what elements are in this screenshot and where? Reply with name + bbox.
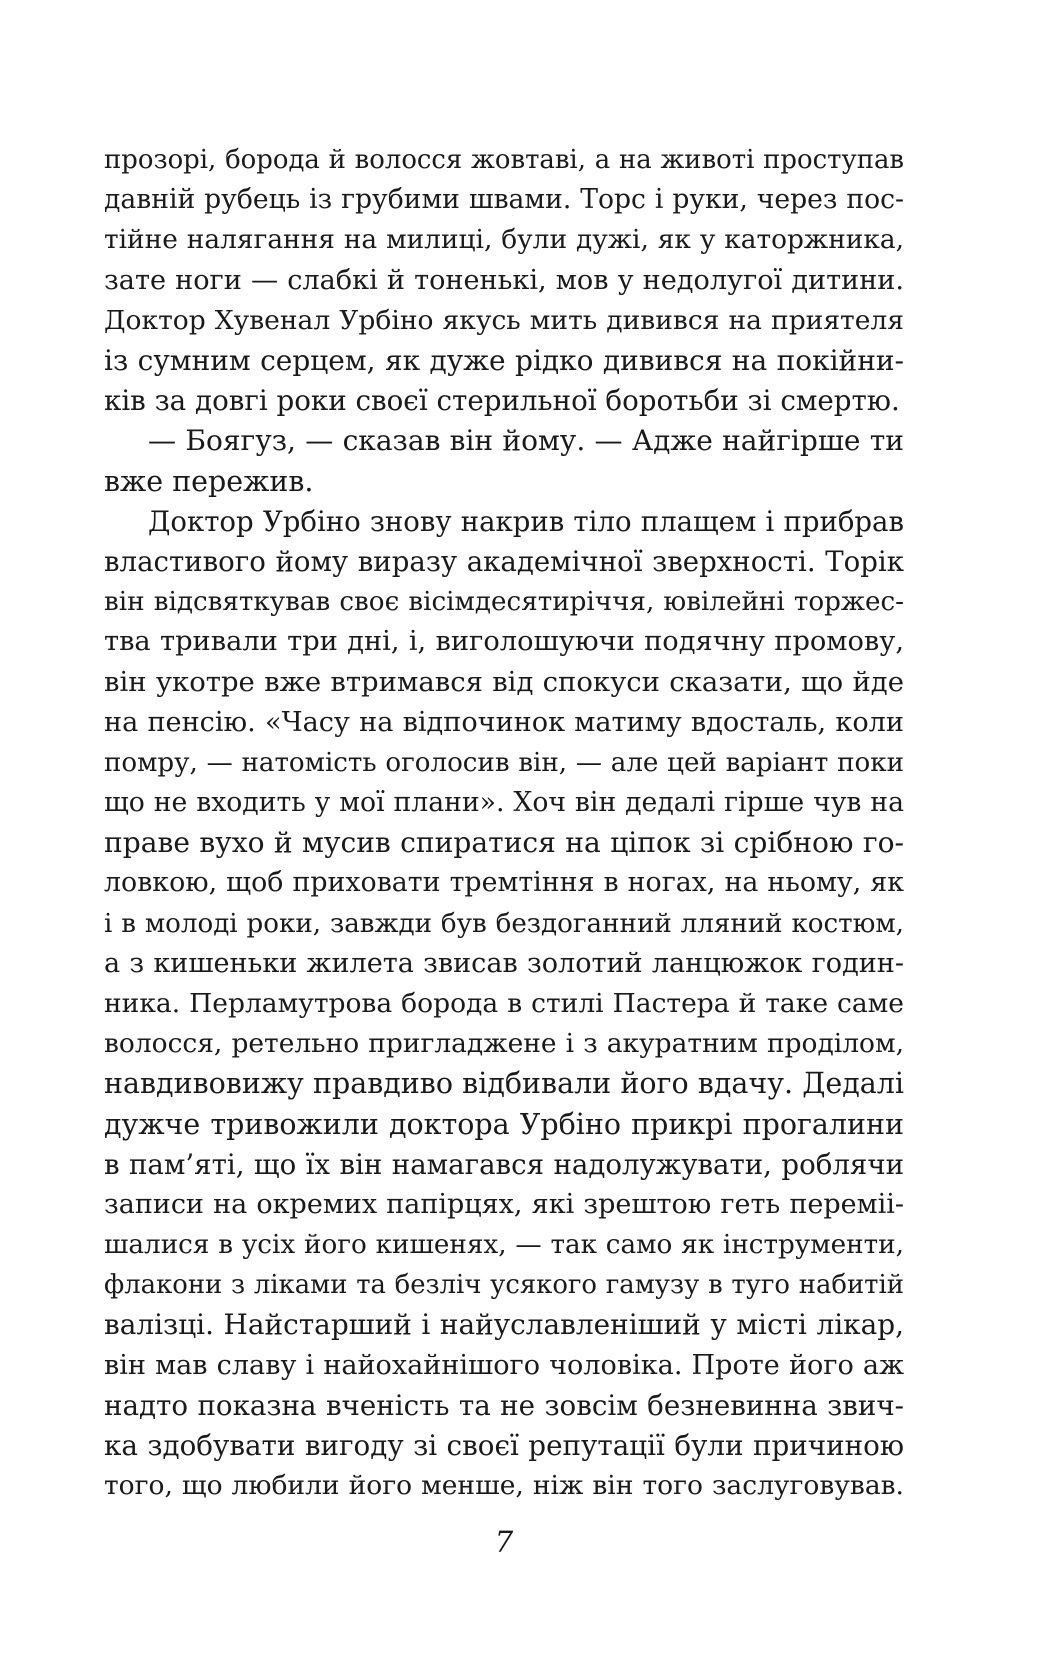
text-line: тійне налягання на милиці, були дужі, як у каторжника, — [104, 224, 904, 256]
text-line: він укотре вже втримався від спокуси сказати, що йде — [104, 666, 904, 699]
page-number: 7 — [494, 1525, 514, 1559]
text-line: флакони з ліками та безліч усякого гамузу в туго набитій — [104, 1270, 904, 1301]
text-line: волосся, ретельно пригладжене і з акуратним проділом, — [104, 1028, 904, 1060]
text-line: ка здобувати вигоду зі своєї репутації були причиною — [104, 1429, 904, 1462]
text-line: надто показна вченість та не зовсім безневинна звич- — [104, 1388, 904, 1422]
text-line: давній рубець із грубими швами. Торс і руки, через пос- — [104, 184, 904, 216]
text-line: того, що любили його менше, ніж він того заслуговував. — [104, 1470, 904, 1502]
text-line: в пам’яті, що їх він намагався надолужувати, роблячи — [104, 1147, 904, 1181]
text-line: що не входить у мої плани». Хоч він дедалі гірше чув на — [104, 787, 904, 818]
text-line: праве вухо й мусив спиратися на ціпок зі срібною го- — [104, 826, 904, 860]
text-line: валізці. Найстарший і найуславленіший у місті лікар, — [104, 1308, 904, 1342]
text-line: із сумним серцем, як дуже рідко дивився на покійни- — [104, 343, 904, 377]
text-line: і в молоді роки, завжди був бездоганний лляний костюм, — [104, 908, 904, 939]
text-line: Доктор Урбіно знову накрив тіло плащем і прибрав — [148, 505, 904, 538]
text-line: а з кишеньки жилета звисав золотий ланцюжок годин- — [104, 947, 904, 979]
text-line: — Боягуз, — сказав він йому. — Адже найгірше ти — [148, 424, 904, 458]
text-line: шалися в усіх його кишенях, — так само як інструменти, — [104, 1230, 904, 1261]
text-line: на пенсію. «Часу на відпочинок матиму вдосталь, коли — [104, 706, 904, 738]
text-line: записи на окремих папірцях, які зрештою геть переміі- — [104, 1188, 904, 1220]
text-line: тва тривали три дні, і, виголошуючи подячну промову, — [104, 626, 904, 658]
text-line: Доктор Хувенал Урбіно якусь мить дивився на приятеля — [104, 304, 904, 336]
text-line: вже пережив. — [104, 464, 314, 498]
text-line: прозорі, борода й волосся жовтаві, а на животі проступав — [104, 145, 904, 175]
text-line: властивого йому виразу академічної зверхності. Торік — [104, 544, 904, 578]
text-line: дужче тривожили доктора Урбіно прикрі прогалини — [104, 1107, 904, 1141]
text-line: він мав славу і найохайнішого чоловіка. Проте його аж — [104, 1349, 904, 1381]
text-line: ків за довгі роки своєї стерильної боротьби зі смертю. — [104, 384, 900, 418]
text-line: зате ноги — слабкі й тоненькі, мов у недолугої дитини. — [104, 264, 904, 296]
text-line: навдивовижу правдиво відбивали його вдачу. Дедалі — [104, 1067, 904, 1101]
text-line: ника. Перламутрова борода в стилі Пастера й таке саме — [104, 987, 904, 1019]
body-text — [104, 140, 904, 1506]
text-line: помру, — натомість оголосив він, — але цей варіант поки — [104, 747, 904, 778]
text-line: ловкою, щоб приховати тремтіння в ногах, на ньому, як — [104, 867, 904, 899]
text-line: він відсвяткував своє вісімдесятиріччя, ювілейні торжес- — [104, 587, 904, 618]
